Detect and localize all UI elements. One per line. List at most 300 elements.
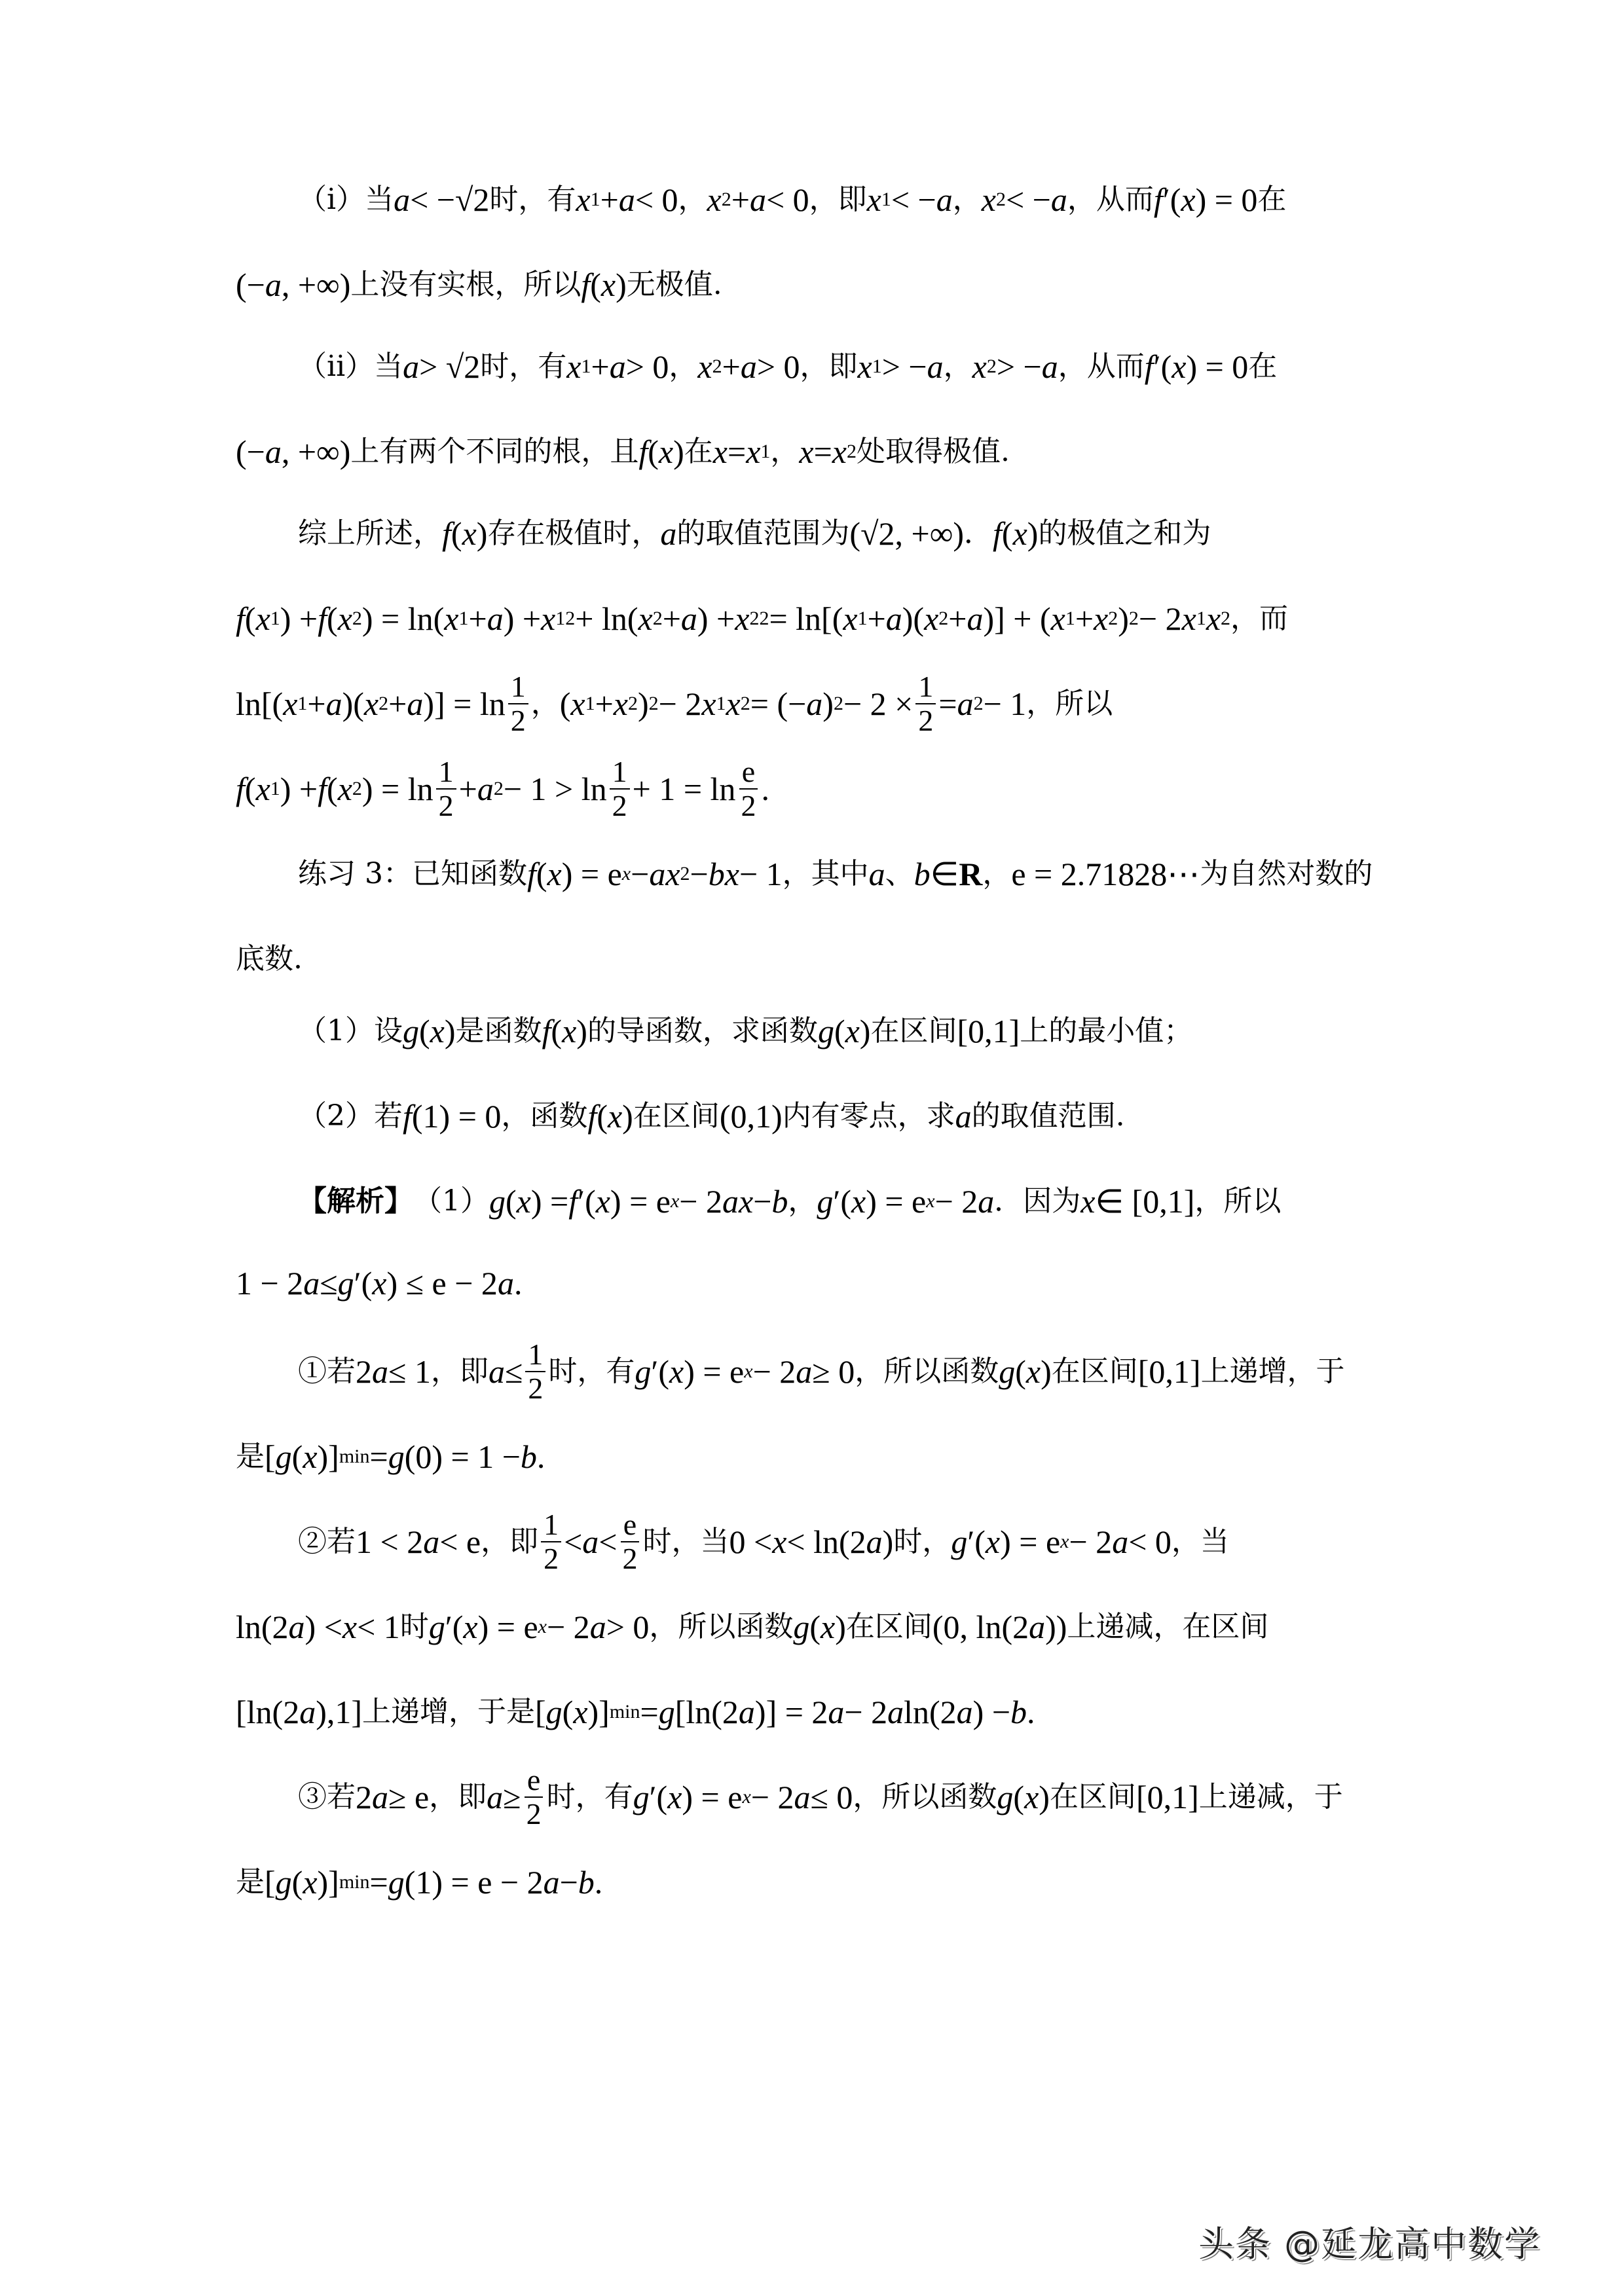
- text: ，: [678, 183, 707, 216]
- fraction-numerator: e: [525, 1764, 543, 1798]
- math: .: [1027, 1694, 1035, 1730]
- math: )]: [317, 1438, 339, 1475]
- math: ) = 0: [1195, 181, 1258, 218]
- math: (: [562, 1694, 574, 1730]
- math-variable: x: [1025, 1353, 1041, 1390]
- math-variable: x: [746, 433, 761, 470]
- text: 时，有: [480, 350, 567, 383]
- fraction-denominator: 2: [438, 789, 454, 822]
- text-line-summary-line2: [236, 599, 1288, 638]
- math: ′(: [649, 1779, 668, 1815]
- math: 0 <: [729, 1523, 773, 1560]
- math-variable: a: [265, 266, 282, 303]
- math-variable: x: [658, 433, 674, 470]
- text-line-case-i-line2: [236, 265, 722, 304]
- text: 在: [1257, 183, 1287, 216]
- math-variable: b: [771, 1183, 788, 1220]
- math-variable: x: [1050, 600, 1065, 637]
- math: +: [662, 600, 681, 637]
- subscript: 2: [352, 608, 362, 629]
- text: ，: [952, 183, 982, 216]
- math-variable: g: [545, 1694, 563, 1730]
- math: ln(2: [904, 1694, 957, 1730]
- math-variable: a: [1029, 1609, 1046, 1645]
- math-variable: x: [613, 685, 628, 722]
- math: .: [536, 1438, 545, 1475]
- math-variable: f: [318, 771, 327, 807]
- math-variable: x: [541, 600, 556, 637]
- math-variable: a: [936, 181, 953, 218]
- math: )): [1045, 1609, 1067, 1645]
- math-variable: b: [1010, 1694, 1027, 1730]
- math: − 2: [1069, 1523, 1113, 1560]
- text: 在区间: [845, 1610, 932, 1643]
- text: 在区间: [870, 1014, 957, 1048]
- math: ≥ 0: [812, 1353, 855, 1390]
- math-variable: a: [680, 600, 697, 637]
- text: 的取值范围.: [971, 1099, 1125, 1133]
- math: ): [576, 1013, 587, 1049]
- math-variable: a: [1050, 181, 1067, 218]
- fraction-denominator: 2: [918, 704, 934, 737]
- subscript: 1: [458, 608, 469, 629]
- math: <: [564, 1523, 583, 1560]
- math-variable: x: [845, 1013, 860, 1049]
- math: < −: [891, 181, 936, 218]
- fraction-denominator: 2: [528, 1372, 544, 1405]
- math: ),1]: [316, 1694, 363, 1730]
- math: +: [591, 348, 610, 385]
- subscript: 2: [847, 441, 857, 462]
- text-line-case2-line3: [236, 1692, 1035, 1732]
- math: ≤: [504, 1353, 523, 1390]
- text: 在区间: [1049, 1780, 1136, 1813]
- math: )(: [902, 600, 925, 637]
- math: )]: [587, 1694, 610, 1730]
- math: +: [458, 771, 477, 807]
- subscript: 2: [721, 189, 731, 210]
- math-variable: x: [337, 600, 352, 637]
- math: ′(: [354, 1265, 373, 1302]
- text: 时，: [893, 1525, 951, 1558]
- math: (: [291, 1438, 303, 1475]
- math-variable: x: [707, 181, 722, 218]
- math: [ln(2: [674, 1694, 739, 1730]
- math-variable: a: [303, 1265, 320, 1302]
- math: ): [616, 266, 627, 303]
- text: 无极值.: [626, 268, 722, 301]
- text: 上没有实根，所以: [350, 268, 581, 301]
- math: −: [559, 1864, 578, 1901]
- math: (: [291, 1864, 303, 1901]
- math: [0,1]: [957, 1013, 1020, 1049]
- math-variable: x: [924, 600, 939, 637]
- math: =: [640, 1694, 659, 1730]
- math-variable: x: [726, 685, 741, 722]
- math: =: [938, 685, 957, 722]
- math: .: [761, 771, 769, 807]
- math: [ln(2: [236, 1694, 300, 1730]
- math: ): [822, 685, 834, 722]
- math-variable: a: [394, 181, 411, 218]
- math-variable: x: [701, 685, 716, 722]
- math-variable: f: [1153, 181, 1163, 218]
- fraction-denominator: 2: [622, 1542, 638, 1575]
- math: (: [1013, 1779, 1025, 1815]
- math: + ln(: [575, 600, 638, 637]
- math-variable: a: [738, 1694, 755, 1730]
- math-variable: a: [589, 1609, 606, 1645]
- math: −: [631, 856, 650, 892]
- math: ∈: [930, 856, 959, 892]
- math-variable: a: [618, 181, 635, 218]
- fraction-denominator: 2: [612, 789, 627, 822]
- fraction-denominator: 2: [741, 789, 756, 822]
- text: ，所以函数: [853, 1780, 997, 1813]
- math-variable: a: [265, 433, 282, 470]
- math: ) = ln(: [361, 600, 445, 637]
- fraction: [915, 670, 936, 737]
- fraction-denominator: 2: [544, 1542, 559, 1575]
- math: + 1 = ln: [632, 771, 736, 807]
- math: (: [597, 1098, 608, 1135]
- math: ): [1118, 600, 1129, 637]
- math-variable: x: [821, 1609, 836, 1645]
- text: 综上所述，: [298, 517, 442, 550]
- text-line-case1-line1: [298, 1338, 1345, 1405]
- fraction: [541, 1508, 561, 1575]
- text: ，即: [481, 1525, 539, 1558]
- math: ′(: [1162, 181, 1181, 218]
- text: ，当: [1171, 1525, 1229, 1558]
- math-variable: x: [283, 685, 298, 722]
- superscript: 2: [648, 693, 659, 714]
- subscript: 2: [986, 355, 997, 377]
- fraction: [436, 756, 456, 822]
- math-variable: x: [600, 266, 616, 303]
- subscript: 2: [995, 189, 1006, 210]
- math: [: [535, 1694, 546, 1730]
- math: < −√2: [410, 181, 490, 218]
- text-line-case-ii-line1: [298, 347, 1277, 386]
- math: (: [506, 1183, 517, 1220]
- text: ，: [982, 857, 1012, 890]
- fraction: [610, 756, 630, 822]
- math-variable: b: [913, 856, 931, 892]
- math-variable: x: [444, 600, 459, 637]
- math-variable: x: [595, 1183, 610, 1220]
- math: ) = e: [684, 1353, 745, 1390]
- math: +: [468, 600, 487, 637]
- text: 上有两个不同的根，且: [350, 435, 639, 468]
- math-variable: x: [799, 433, 814, 470]
- math: +: [307, 685, 326, 722]
- math: (1) = 0: [411, 1098, 502, 1135]
- fraction-numerator: 1: [541, 1508, 561, 1542]
- math: (: [536, 856, 547, 892]
- text: 上递减，在区间: [1067, 1610, 1269, 1643]
- math-variable: g: [275, 1438, 292, 1475]
- math-variable: x: [985, 1523, 1001, 1560]
- text: 、: [885, 857, 914, 890]
- math-variable: g: [388, 1864, 405, 1901]
- math-variable: g: [658, 1694, 675, 1730]
- math-variable: g: [388, 1438, 405, 1475]
- math: > 0: [625, 348, 669, 385]
- math: − 2: [658, 685, 702, 722]
- math: [0,1]: [1137, 1353, 1201, 1390]
- text: 的导函数，求函数: [587, 1014, 818, 1048]
- fraction-numerator: 1: [436, 756, 456, 790]
- math-variable: bx: [708, 856, 739, 892]
- math-variable: x: [516, 1183, 531, 1220]
- math-variable: x: [1012, 515, 1027, 552]
- math-variable: x: [638, 600, 653, 637]
- math: ln[(: [236, 685, 284, 722]
- math-variable: x: [303, 1864, 318, 1901]
- subscript: 2: [1108, 608, 1118, 629]
- math: ) +: [697, 600, 735, 637]
- text: ，其中: [782, 857, 869, 890]
- text-line-summary-line1: [298, 514, 1211, 553]
- text: 时: [399, 1610, 429, 1643]
- text: ，所以函数: [649, 1610, 794, 1643]
- math: > √2: [419, 348, 481, 385]
- text: 时，当: [642, 1525, 729, 1558]
- math-variable: a: [660, 515, 677, 552]
- math-variable: a: [796, 1353, 813, 1390]
- text-line-solution-line2: [236, 1264, 522, 1303]
- math-variable: x: [570, 685, 585, 722]
- math: < 0: [635, 181, 678, 218]
- math: 1 < 2: [356, 1523, 424, 1560]
- math-variable: x: [1024, 1779, 1039, 1815]
- math-bold: R: [959, 856, 983, 892]
- math: , +∞): [281, 266, 351, 303]
- math: ′(: [833, 1183, 851, 1220]
- math-variable: a: [828, 1694, 845, 1730]
- text-line-summary-line4: [236, 755, 769, 822]
- math-variable: x: [562, 1013, 577, 1049]
- text: 存在极值时，: [487, 517, 661, 550]
- subscript: 2: [749, 608, 760, 629]
- subscript: min: [339, 1446, 370, 1467]
- math-variable: f: [403, 1098, 412, 1135]
- math: − 1: [983, 685, 1027, 722]
- math-variable: x: [772, 1523, 787, 1560]
- math: ′(: [967, 1523, 986, 1560]
- math: +: [600, 181, 619, 218]
- math-variable: a: [740, 348, 757, 385]
- math-variable: x: [573, 1694, 588, 1730]
- math: (: [244, 600, 256, 637]
- math: (: [419, 1013, 430, 1049]
- text: ，: [669, 350, 698, 383]
- math-variable: x: [972, 348, 987, 385]
- math-variable: x: [669, 1353, 684, 1390]
- text: 时，有: [548, 1355, 635, 1388]
- text-line-question-1: [298, 1011, 1192, 1051]
- text-line-case2-line1: [298, 1508, 1229, 1575]
- math-variable: g: [999, 1353, 1016, 1390]
- text: 时，有: [546, 1780, 633, 1813]
- math-variable: f: [526, 856, 536, 892]
- math: ): [476, 515, 488, 552]
- subscript: min: [339, 1871, 370, 1893]
- math: +: [731, 181, 750, 218]
- text: ，即: [809, 183, 867, 216]
- math-variable: x: [372, 1265, 387, 1302]
- fraction: [525, 1338, 545, 1405]
- math: < e: [439, 1523, 481, 1560]
- math: 2: [356, 1779, 372, 1815]
- subscript: 1: [585, 693, 595, 714]
- math: ln(2: [236, 1609, 289, 1645]
- math: (: [1001, 515, 1013, 552]
- text-line-summary-line3: [236, 670, 1113, 737]
- math-variable: a: [868, 856, 885, 892]
- math: +: [948, 600, 967, 637]
- text: 上的最小值；: [1020, 1014, 1193, 1048]
- math-variable: a: [325, 685, 342, 722]
- math-variable: x: [735, 600, 750, 637]
- text: 在区间: [1051, 1355, 1138, 1388]
- math: ) −: [972, 1694, 1011, 1730]
- math: −: [690, 856, 709, 892]
- math: =: [727, 433, 747, 470]
- math: [: [265, 1438, 276, 1475]
- subscript: 1: [1196, 608, 1206, 629]
- math-variable: x: [981, 181, 996, 218]
- math-variable: x: [462, 515, 477, 552]
- math: ∈ [0,1]: [1095, 1183, 1195, 1220]
- math: ) = e: [1000, 1523, 1061, 1560]
- math-variable: x: [851, 1183, 866, 1220]
- math-variable: x: [843, 600, 858, 637]
- math: < 0: [1128, 1523, 1172, 1560]
- math-variable: x: [1094, 600, 1109, 637]
- math-variable: g: [633, 1779, 650, 1815]
- math-variable: a: [487, 1779, 504, 1815]
- fraction: [508, 670, 528, 737]
- text: ②若: [298, 1525, 356, 1558]
- math: (: [327, 771, 338, 807]
- math: > −: [881, 348, 927, 385]
- subscript: 2: [627, 693, 638, 714]
- math-variable: g: [337, 1265, 354, 1302]
- fraction: [738, 756, 758, 822]
- text: ，: [530, 687, 560, 720]
- subscript: 1: [1065, 608, 1075, 629]
- superscript: x: [742, 1786, 751, 1808]
- text: （1）: [413, 1184, 489, 1218]
- math-variable: a: [487, 600, 504, 637]
- math: ) = e: [682, 1779, 743, 1815]
- math: ′(: [1153, 348, 1172, 385]
- subscript: 1: [590, 189, 600, 210]
- math-variable: x: [463, 1609, 478, 1645]
- text: 内有零点，求: [782, 1099, 955, 1133]
- text: ，从而: [1058, 350, 1145, 383]
- math: ): [1041, 1353, 1052, 1390]
- text-line-case-ii-line2: [236, 432, 1010, 471]
- superscript: 2: [759, 608, 769, 629]
- math-variable: b: [578, 1864, 595, 1901]
- text: 在区间: [633, 1099, 720, 1133]
- math: ) = e: [561, 856, 622, 892]
- math: +: [722, 348, 741, 385]
- math: ): [637, 685, 649, 722]
- math: <: [599, 1523, 618, 1560]
- math: ′(: [651, 1353, 669, 1390]
- math-variable: x: [607, 1098, 623, 1135]
- math: (: [809, 1609, 821, 1645]
- text: ，而: [1230, 602, 1289, 635]
- math: ≥ e: [388, 1779, 430, 1815]
- math: > 0: [606, 1609, 650, 1645]
- subscript: 1: [872, 355, 882, 377]
- math: ): [1039, 1779, 1050, 1815]
- superscript: x: [670, 1190, 680, 1212]
- math-variable: a: [582, 1523, 599, 1560]
- text: 是: [236, 1440, 265, 1473]
- math-variable: a: [488, 1353, 505, 1390]
- text: ，函数: [501, 1099, 588, 1133]
- math-variable: f: [542, 1013, 551, 1049]
- math-variable: a: [794, 1779, 811, 1815]
- math-variable: x: [255, 771, 270, 807]
- math: − 2: [679, 1183, 722, 1220]
- math: − 2: [934, 1183, 978, 1220]
- subscript: 1: [555, 608, 566, 629]
- math: (: [551, 1013, 563, 1049]
- math-variable: a: [543, 1864, 560, 1901]
- math-variable: a: [866, 1523, 883, 1560]
- math: [0,1]: [1135, 1779, 1199, 1815]
- text: ，: [770, 435, 800, 468]
- math-variable: a: [288, 1609, 305, 1645]
- fraction-numerator: e: [621, 1508, 639, 1542]
- math: +: [1075, 600, 1094, 637]
- text: ，从而: [1067, 183, 1154, 216]
- math: 1 − 2: [236, 1265, 304, 1302]
- math-variable: b: [520, 1438, 537, 1475]
- math-variable: a: [806, 685, 823, 722]
- math-variable: g: [403, 1013, 419, 1049]
- math-variable: x: [342, 1609, 358, 1645]
- math-variable: a: [956, 1694, 973, 1730]
- math-variable: g: [817, 1013, 834, 1049]
- math: (0,1): [719, 1098, 783, 1135]
- text-line-case2-line2: [236, 1607, 1268, 1647]
- math: )]: [317, 1864, 339, 1901]
- text-line-solution-line1: [298, 1182, 1281, 1221]
- math: (: [327, 600, 338, 637]
- math-variable: a: [887, 1694, 904, 1730]
- text-line-case3-line2: [236, 1863, 602, 1902]
- math-variable: f: [318, 600, 327, 637]
- math: − 2: [1138, 600, 1182, 637]
- superscript: 2: [493, 778, 504, 799]
- math-variable: a: [403, 348, 420, 385]
- math-variable: a: [957, 685, 974, 722]
- math-variable: a: [372, 1353, 388, 1390]
- text: （2）若: [298, 1099, 403, 1133]
- subscript: 1: [857, 608, 868, 629]
- math: < 0: [766, 181, 809, 218]
- text-line-question-2: [298, 1097, 1125, 1136]
- superscript: 2: [833, 693, 843, 714]
